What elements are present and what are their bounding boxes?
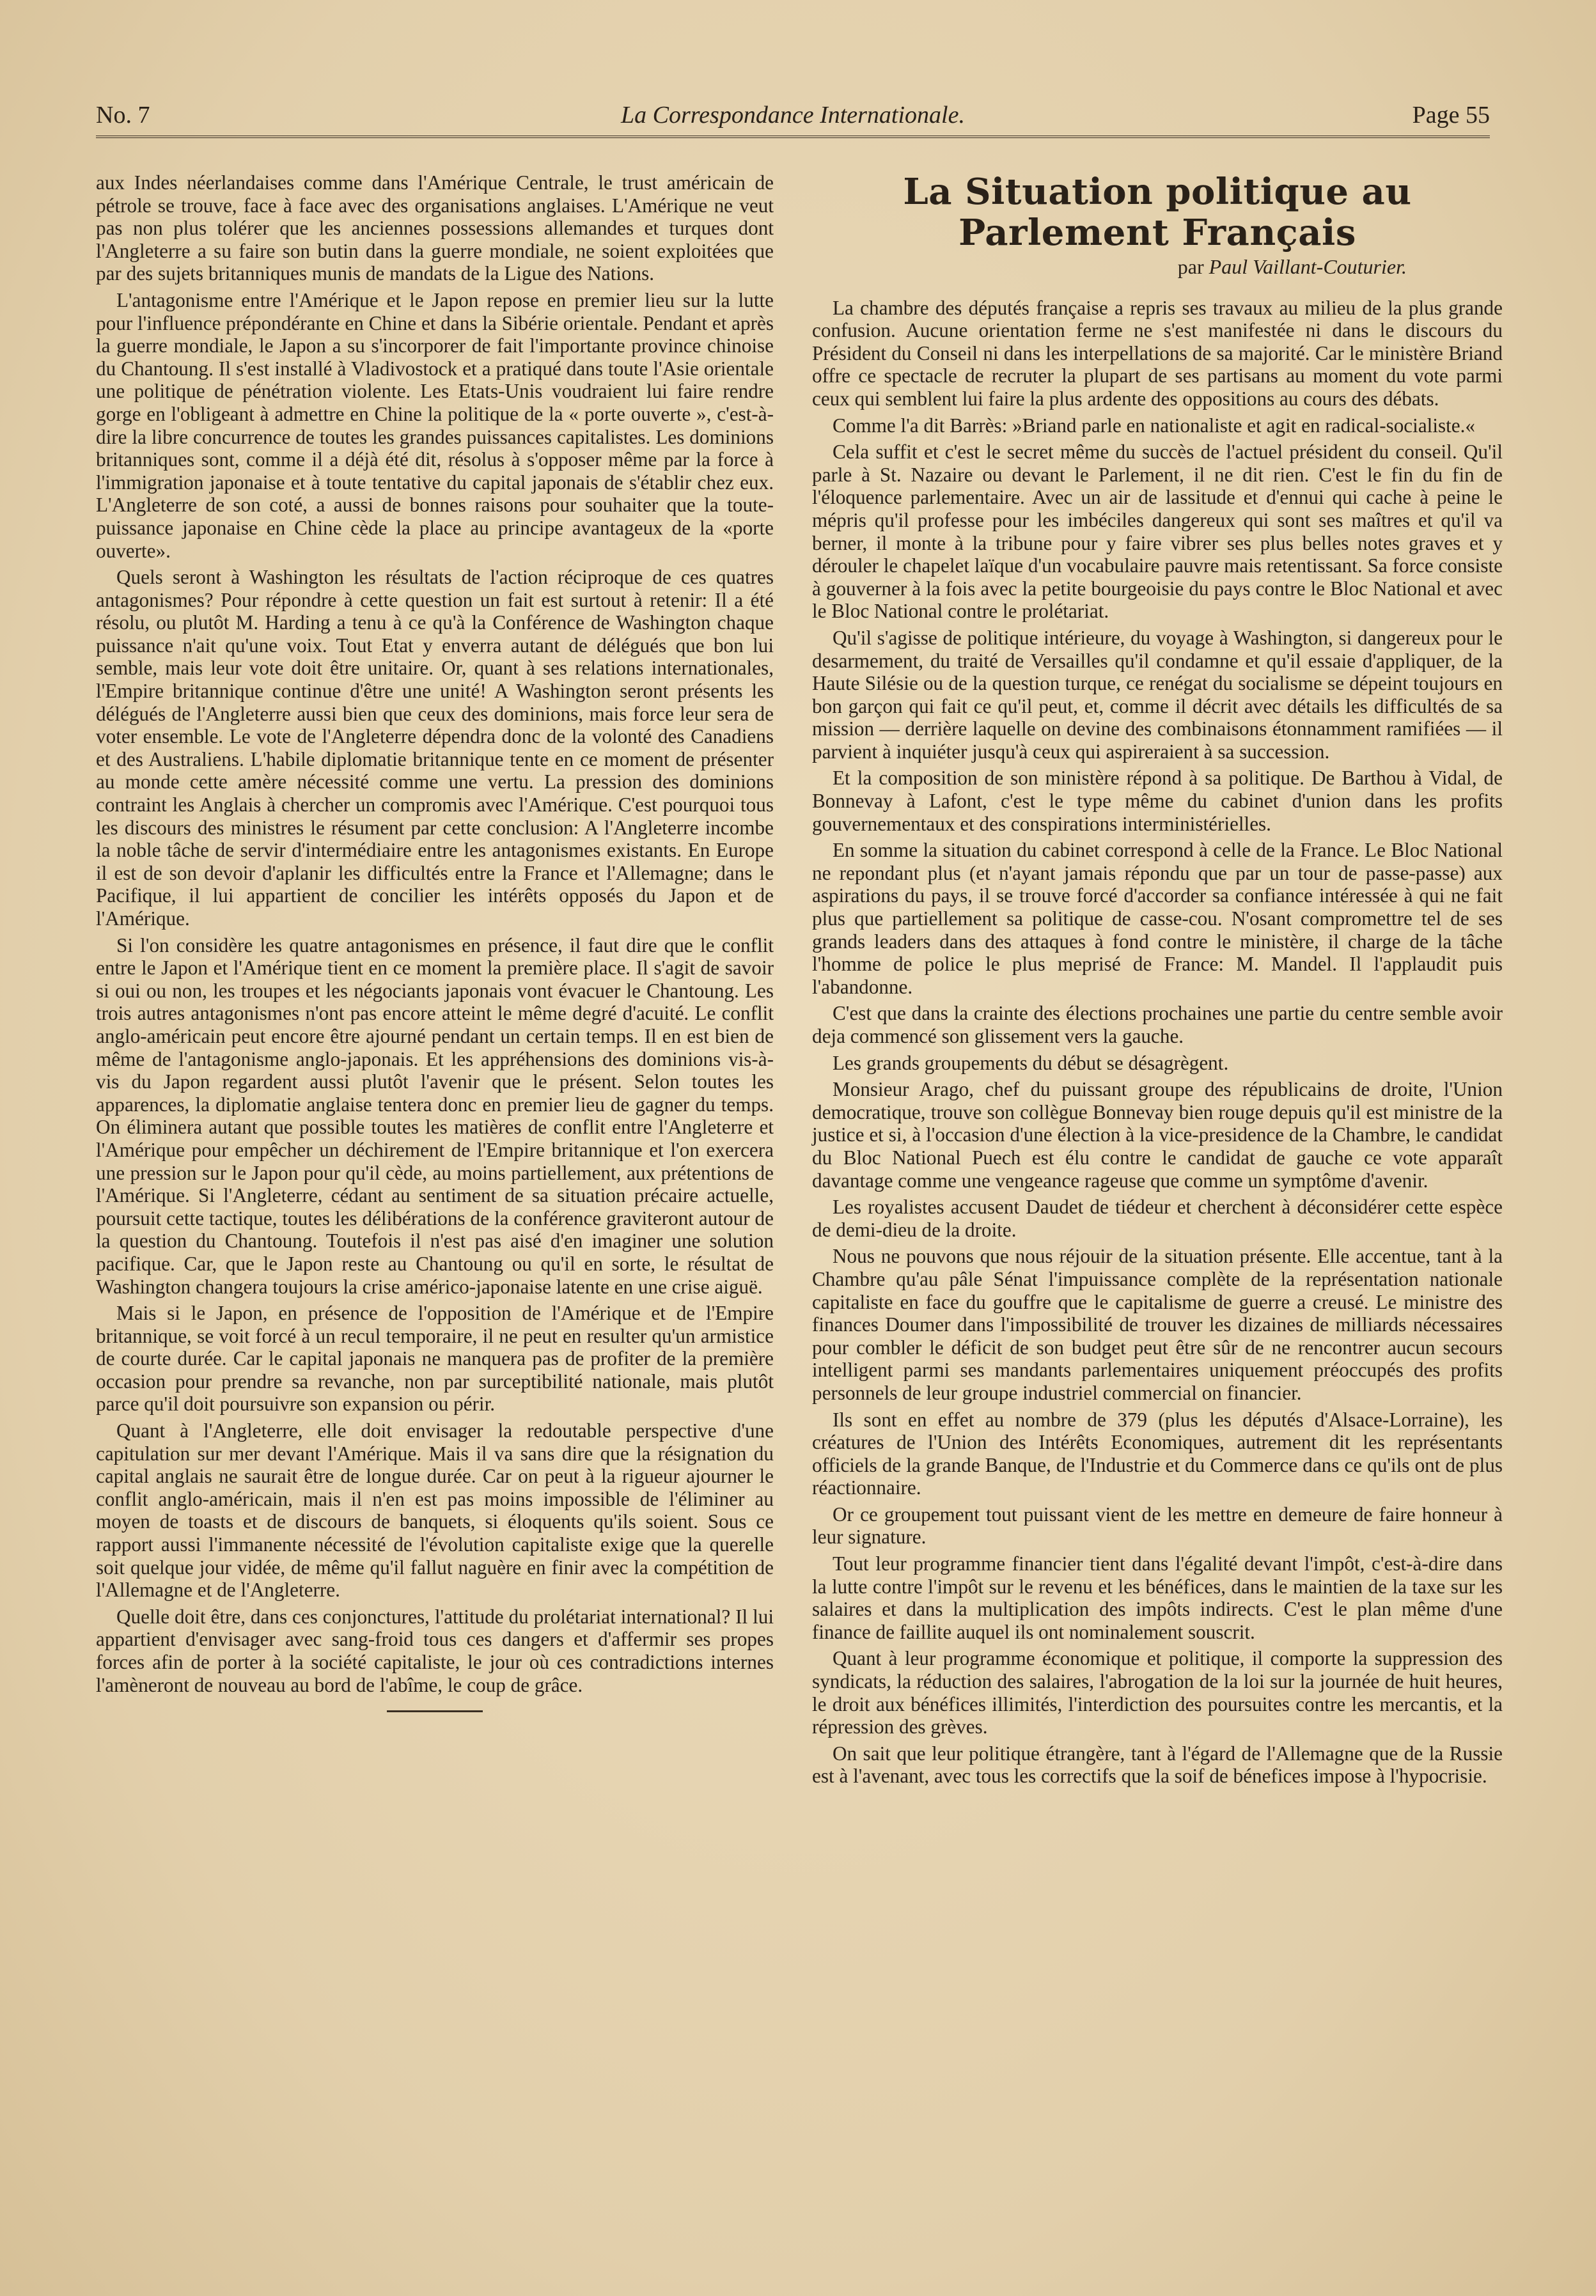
paragraph: Ils sont en effet au nombre de 379 (plus les députés d'Alsace-Lorraine), les créatures de l'Union des Intérêts Economiques, autrement dit les représentants officiels de la grande Banque, de l'Industrie et du Commerce dans ce qu'ils ont de plus réactionnaire. [812,1408,1503,1499]
byline [812,256,1503,279]
paragraph: Et la composition de son ministère répond à sa politique. De Barthou à Vidal, de Bonnevay à Lafont, c'est le type même du cabinet d'union dans les profits gouvernementaux et des conspirations interministérielles. [812,767,1503,835]
author-name: Paul Vaillant-Couturier. [1209,255,1407,278]
page-number: Page 55 [1412,102,1490,129]
paragraph: En somme la situation du cabinet correspond à celle de la France. Le Bloc National ne repondant plus (et n'ayant jamais répondu que par un tour de passe-passe) aux aspirations du pays, il se trouve forcé d'accorder sa confiance intéressée à qui ne fait plus que partiellement sa politique de casse-cou. N'osant compromettre tel de ses grands leaders dans des attaques à fond contre le ministère, il charge de la tâche l'homme de police le plus meprisé de France: M. Mandel. Il l'applaudit puis l'abandonne. [812,839,1503,998]
paragraph: On sait que leur politique étrangère, tant à l'égard de l'Allemagne que de la Russie est à l'avenant, avec tous les correctifs que la soif de bénefices impose à l'hypocrisie. [812,1742,1503,1788]
paragraph: Quant à l'Angleterre, elle doit envisager la redoutable perspective d'une capitulation sur mer devant l'Amérique. Mais il va sans dire que la résignation du capital anglais ne saurait être de longue durée. Car on peut à la rigueur ajourner le conflit anglo-américain, mais il n'en est pas moins impossible de l'éliminer au moyen de toasts et de discours de banquets, si éloquents qu'ils soient. Sous ce rapport aussi l'immanente nécessité de l'évolution capitaliste exige que la querelle soit quelque jour vidée, de même qu'il fallut naguère en finir avec la compétition de l'Allemagne et de l'Angleterre. [96,1419,774,1602]
paragraph: Cela suffit et c'est le secret même du succès de l'actuel président du conseil. Qu'il parle à St. Nazaire ou devant le Parlement, il ne dit rien. C'est le fin du fin de l'éloquence parlementaire. Avec un air de lassitude et d'ennui qui cache à peine le mépris qu'il professe pour les imbéciles dangereux qui sont ses maîtres et qu'il va berner, il monte à la tribune pour y faire vibrer ses plus belles notes graves et y dérouler le chapelet laïque d'un vocabulaire pauvre mais retentissant. Sa force consiste à gouverner à la fois avec la petite bourgeoisie du pays contre le Bloc National et avec le Bloc National contre le prolétariat. [812,441,1503,623]
paragraph: Or ce groupement tout puissant vient de les mettre en demeure de faire honneur à leur signature. [812,1503,1503,1549]
paragraph: Comme l'a dit Barrès: »Briand parle en nationaliste et agit en radical-socialiste.« [833,414,1476,437]
paragraph: Monsieur Arago, chef du puissant groupe des républicains de droite, l'Union democratique, trouve son collègue Bonnevay bien rouge depuis qu'il est ministre de la justice et si, à l'occasion d'une élection à la vice-presidence de la Chambre, le candidat du Bloc National Puech est élu contre le candidat de gauche ce vote apparaît davantage comme une vengeance rageuse que comme un symptôme d'avenir. [812,1078,1503,1192]
right-column [812,171,1503,1792]
paragraph: Mais si le Japon, en présence de l'opposition de l'Amérique et de l'Empire britannique, se voit forcé à un recul temporaire, il ne peut en resulter qu'un armistice de courte durée. Car le capital japonais ne manquera pas de profiter de la première occasion pour prendre sa revanche, non par surceptibilité nationale, mais plutôt parce qu'il doit poursuivre son expansion ou périr. [96,1302,774,1416]
article-title: La Situation politique au Parlement Français [903,171,1412,254]
paragraph: La chambre des députés française a repris ses travaux au milieu de la plus grande confusion. Aucune orientation ferme ne s'est manifestée ni dans le discours du Président du Conseil ni dans les interpellations de sa majorité. Car le ministère Briand offre ce spectacle de recruter la plupart de ses partisans au moment du vote parmi ceux qui semblent lui faire la plus ardente des oppositions au cours des débats. [812,296,1503,410]
paragraph: Les royalistes accusent Daudet de tiédeur et cherchent à déconsidérer cette espèce de demi-dieu de la droite. [812,1196,1503,1241]
paragraph: aux Indes néerlandaises comme dans l'Amérique Centrale, le trust américain de pétrole se trouve, face à face avec des organisations anglaises. L'Amérique ne veut pas non plus tolérer que les anciennes possessions allemandes et turques dont l'Angleterre a su faire son butin dans la guerre mondiale, ne soient exploitées que par des sujets britanniques munis de mandats de la Ligue des Nations. [96,171,774,285]
paragraph: C'est que dans la crainte des élections prochaines une partie du centre semble avoir deja commencé son glissement vers la gauche. [812,1002,1503,1047]
paragraph: Qu'il s'agisse de politique intérieure, du voyage à Washington, si dangereux pour le desarmement, du traité de Versailles qu'il condamne et qu'il essaie d'appliquer, de la Haute Silésie ou de la question turque, ce renégat du socialisme se dépeint toujours en bon garçon qui fait ce qu'il peut, et, comme il décrit avec détails les difficultés de sa mission — derrière laquelle on devine des combinaisons étonnamment ramifiées — il parvient à inquiéter jusqu'à ceux qui aspireraient à sa succession. [812,626,1503,763]
paragraph: Les grands groupements du début se désagrègent. [833,1051,1229,1074]
page-header [96,96,1490,147]
header-rule [96,136,1490,138]
end-divider [387,1710,483,1712]
paragraph: Tout leur programme financier tient dans l'égalité devant l'impôt, c'est-à-dire dans la lutte contre l'impôt sur le revenu et les bénéfices, dans le maintien de la taxe sur les salaires et dans la multiplication des impôts indirects. C'est le plan même d'une finance de faillite auquel ils ont nominalement souscrit. [812,1552,1503,1643]
paragraph: Quant à leur programme économique et politique, il comporte la suppression des syndicats, la réduction des salaires, l'abrogation de la loi sur la journée de huit heures, le droit aux bénéfices illimités, l'interdiction des poursuites contre les mercantis, et la répression des grèves. [812,1647,1503,1738]
paragraph: L'antagonisme entre l'Amérique et le Japon repose en premier lieu sur la lutte pour l'influence prépondérante en Chine et dans la Sibérie orientale. Pendant et après la guerre mondiale, le Japon a su s'incorporer de fait l'importante province chinoise du Chantoung. Il s'est installé à Vladivostock et a pratiqué dans toute l'Asie orientale une politique de pénétration violente. Les Etats-Unis voudraient lui faire rendre gorge en l'obligeant à admettre en Chine la politique de la « porte ouverte », c'est-à-dire la libre concurrence de toutes les grandes puissances capitalistes. Les dominions britanniques sont, comme il a déjà été dit, résolus à s'opposer même par la force à l'immigration japonaise et à toute tentative du capital japonais de s'établir chez eux. L'Angleterre de son coté, a aussi de bonnes raisons pour souhaiter que la toute-puissance japonaise en Chine cède la place au principe avantageux de la «porte ouverte». [96,288,774,562]
issue-number: No. 7 [96,102,150,129]
left-column [96,171,774,1712]
paragraph: Nous ne pouvons que nous réjouir de la situation présente. Elle accentue, tant à la Chambre qu'au pâle Sénat l'impuissance complète de la représentation nationale capitaliste en face du gouffre que le capitalisme de guerre a creusé. Le ministre des finances Doumer dans l'impossibilité de trouver les dizaines de milliards nécessaires pour combler le déficit de son budget peut être sûr de ne rencontrer aucun secours intelligent parmi ses mandants parlementaires uniquement préoccupés des profits personnels de leur groupe industriel commercial on financier. [812,1245,1503,1404]
paragraph: Quels seront à Washington les résultats de l'action réciproque de ces quatres antagonismes? Pour répondre à cette question un fait est surtout à retenir: Il a été résolu, ou plutôt M. Harding a tenu à ce qu'à la Conférence de Washington chaque puissance n'ait qu'une voix. Tout Etat y enverra autant de délégués que bon lui semble, mais leur vote doit être unitaire. Or, quant à ses relations internationales, l'Empire britannique continue d'être une unité! A Washington seront présents les délégués de l'Angleterre aussi bien que ceux des dominions, mais force leur sera de voter ensemble. Le vote de l'Angleterre dépendra donc de la volonté des Canadiens et des Australiens. L'habile diplomatie britannique tente en ce moment de présenter au monde cette amère nécessité comme une vertu. La pression des dominions contraint les Anglais à chercher un compromis avec l'Amérique. C'est pourquoi tous les discours des ministres le résument par cette conclusion: A l'Angleterre incombe la noble tâche de servir d'intermédiaire entre les antagonismes existants. En Europe il est de son devoir d'aplanir les difficultés entre la France et l'Allemagne; dans le Pacifique, il lui appartient de concilier les intérêts opposés du Japon et de l'Amérique. [96,566,774,930]
paragraph: Quelle doit être, dans ces conjonctures, l'attitude du prolétariat international? Il lui appartient d'envisager avec sang-froid tous ces dangers et d'affermir ses propes forces afin de porter à la société capitaliste, le jour où ces contradictions internes l'amèneront de nouveau au bord de l'abîme, le coup de grâce. [96,1605,774,1696]
paragraph: Si l'on considère les quatre antagonismes en présence, il faut dire que le conflit entre le Japon et l'Amérique tient en ce moment la première place. Il s'agit de savoir si oui ou non, les troupes et les négociants japonais vont évacuer le Chantoung. Les trois autres antagonismes n'ont pas encore atteint le même degré d'acuité. Le conflit anglo-américain peut encore être ajourné pendant un certain temps. Il en est bien de même de l'antagonisme anglo-japonais. Et les appréhensions des dominions vis-à-vis du Japon regardent aussi plutôt l'avenir que le présent. Selon toutes les apparences, la diplomatie anglaise tentera donc en premier lieu de gagner du temps. On éliminera autant que possible toutes les matières de conflit entre l'Angleterre et l'Amérique pour empêcher un déchirement de l'Empire britannique et l'on exercera une pression sur le Japon pour qu'il cède, au moins partiellement, aux prétentions de l'Amérique. Si l'Angleterre, cédant au sentiment de sa situation précaire actuelle, poursuit cette tactique, toutes les délibérations de la conférence graviteront autour de la question du Chantoung. Toutefois il n'est pas aisé d'en imaginer une solution pacifique. Car, que le Japon reste au Chantoung ou qu'il en sorte, le résultat de Washington changera toujours la crise américo-japonaise latente en une crise aiguë. [96,933,774,1298]
byline-prefix: par [1177,255,1204,278]
publication-title: La Correspondance Internationale. [621,102,965,129]
